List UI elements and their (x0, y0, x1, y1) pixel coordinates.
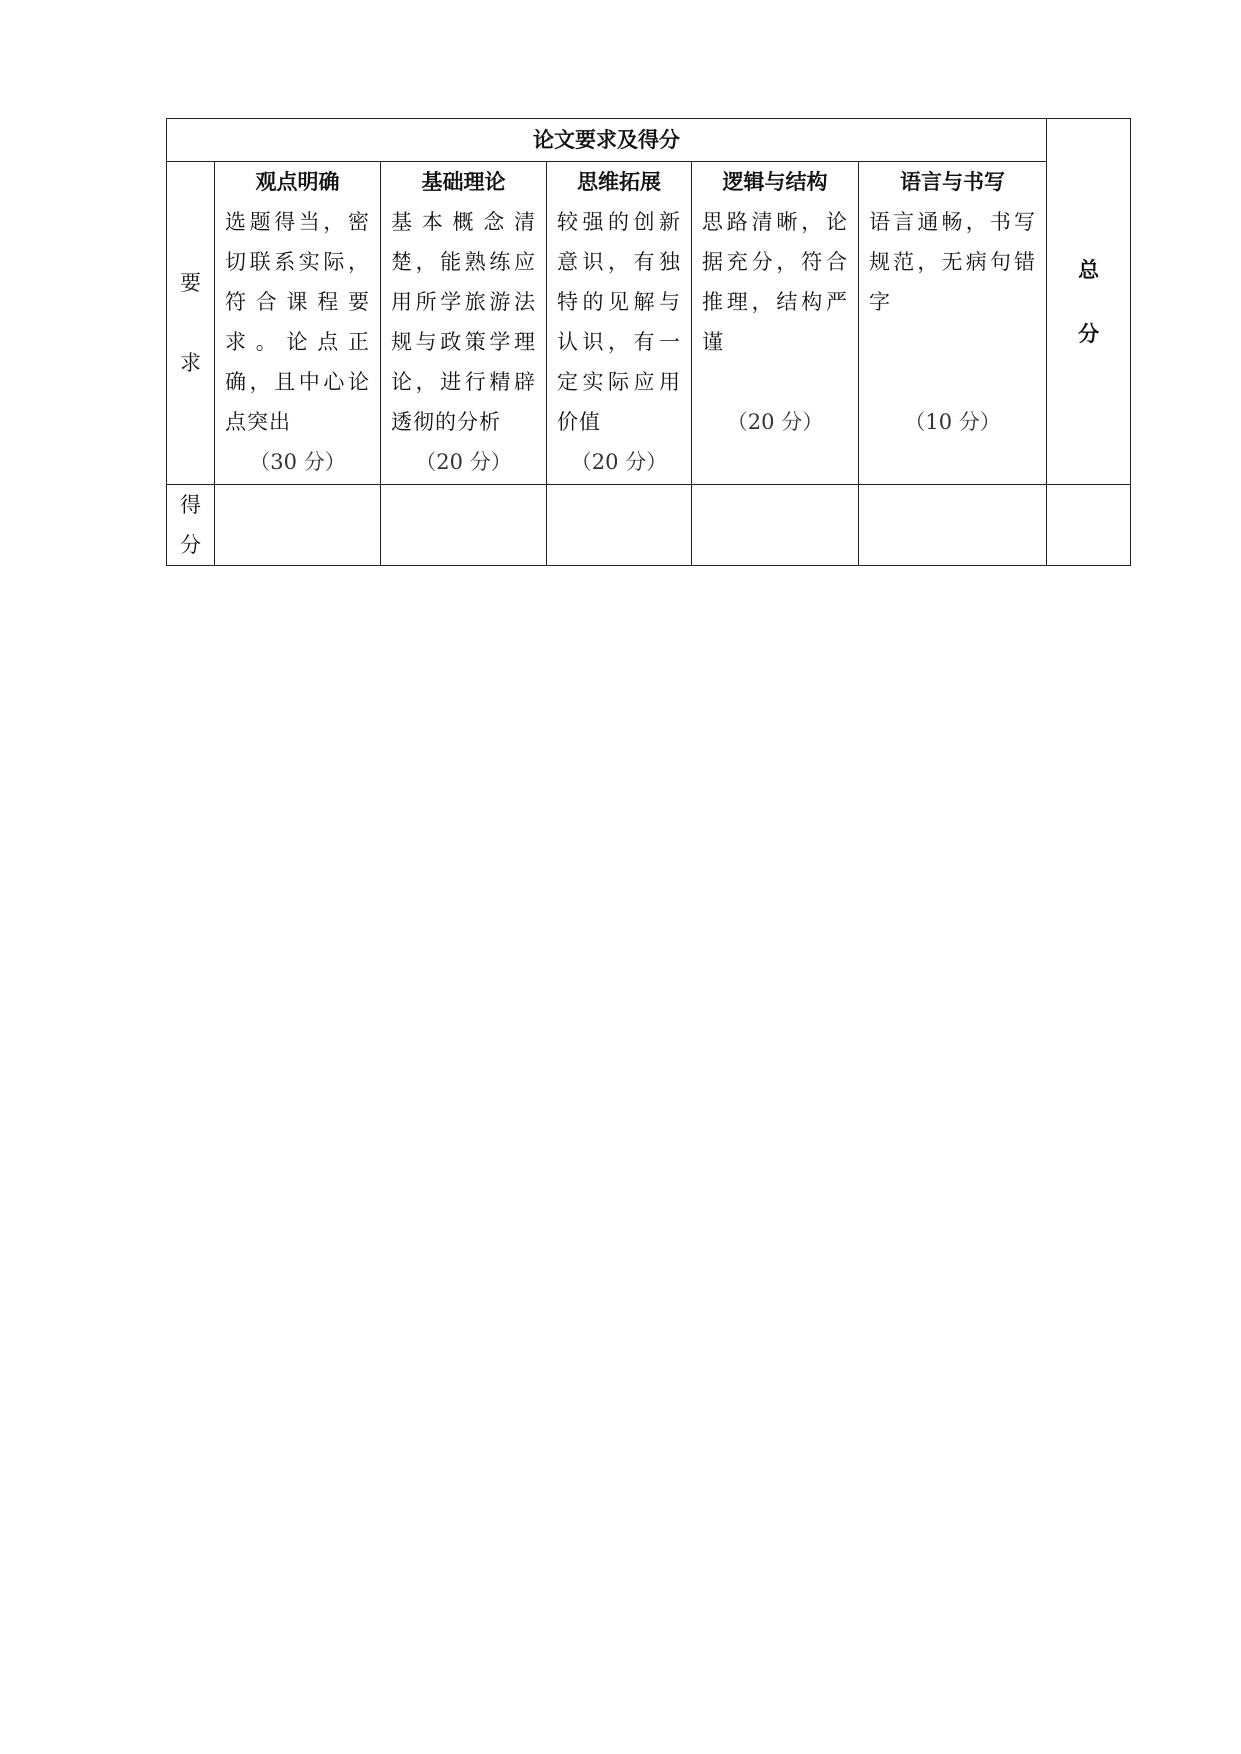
criterion-description: 选题得当，密切联系实际，符合课程要求。论点正确，且中心论点突出 (225, 210, 370, 434)
score-label-char-1: 得 (180, 493, 201, 517)
criterion-logic (692, 162, 859, 485)
score-label-char-2: 分 (180, 533, 201, 557)
score-cell-viewpoint[interactable] (215, 485, 381, 566)
requirements-label-char-1: 要 (180, 271, 201, 295)
criterion-name: 观点明确 (255, 170, 340, 194)
score-cell-logic[interactable] (692, 485, 859, 566)
criterion-name: 语言与书写 (900, 170, 1006, 194)
criterion-points: （10 分） (904, 410, 1001, 434)
score-cell-language[interactable] (859, 485, 1047, 566)
criterion-description: 思路清晰，论据充分，符合推理，结构严谨 (702, 210, 848, 354)
criterion-language (859, 162, 1047, 485)
score-label (167, 485, 215, 566)
criterion-name: 逻辑与结构 (722, 170, 828, 194)
total-score-header (1047, 119, 1131, 485)
criterion-description: 基本概念清楚，能熟练应用所学旅游法规与政策学理论，进行精辟透彻的分析 (391, 210, 536, 434)
total-label-char-2: 分 (1078, 321, 1100, 346)
criterion-points: （20 分） (726, 410, 824, 434)
criterion-description: 语言通畅，书写规范，无病句错字 (869, 210, 1037, 314)
criterion-viewpoint (215, 162, 381, 485)
total-label-char-1: 总 (1078, 257, 1100, 282)
criterion-points: （20 分） (570, 450, 668, 474)
requirements-label (167, 162, 215, 485)
criterion-name: 基础理论 (421, 170, 506, 194)
criterion-thinking (547, 162, 692, 485)
criterion-name: 思维拓展 (577, 170, 661, 194)
criteria-row (167, 162, 1131, 485)
criterion-points: （20 分） (415, 450, 512, 474)
score-cell-total[interactable] (1047, 485, 1131, 566)
title-row (167, 119, 1131, 162)
score-row (167, 485, 1131, 566)
criterion-theory (381, 162, 547, 485)
criterion-description: 较强的创新意识，有独特的见解与认识，有一定实际应用价值 (557, 210, 681, 434)
requirements-label-char-2: 求 (180, 351, 201, 375)
score-cell-theory[interactable] (381, 485, 547, 566)
table-title: 论文要求及得分 (167, 119, 1047, 162)
criterion-points: （30 分） (249, 450, 346, 474)
grading-rubric-table (166, 118, 1131, 566)
score-cell-thinking[interactable] (547, 485, 692, 566)
